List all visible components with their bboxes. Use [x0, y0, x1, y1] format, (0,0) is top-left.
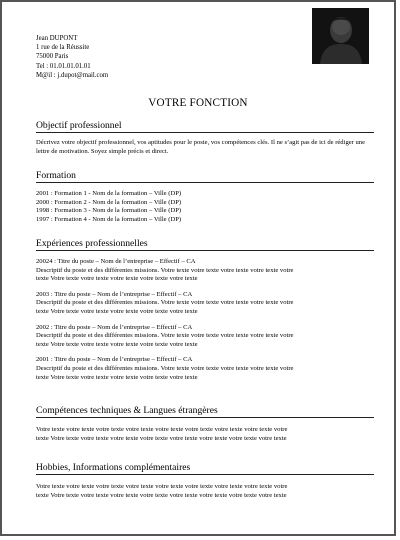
experience-description: Descriptif du poste et des différentes missions. Votre texte votre texte votre texte votre texte votre: [36, 364, 294, 372]
experience-description: texte Votre texte votre texte votre texte votre texte votre texte: [36, 340, 198, 348]
experience-description: texte Votre texte votre texte votre texte votre texte votre texte: [36, 275, 198, 283]
contact-phone: Tel : 01.01.01.01.01: [36, 62, 91, 70]
competences-heading: Compétences techniques & Langues étrangères: [36, 405, 374, 418]
contact-email: M@il : j.dupot@mail.com: [36, 71, 109, 79]
objectif-text: Décrivez votre objectif professionnel, vos aptitudes pour le poste, vos compétences clés. Il ne s’agit pas de ici de rédiger une lettre de motivation. Soyez simple précis et direct.: [36, 139, 366, 155]
experiences-heading: Expériences professionnelles: [36, 238, 374, 251]
experience-description: Descriptif du poste et des différentes missions. Votre texte votre texte votre texte votre texte votre: [36, 266, 294, 274]
section-hobbies: [36, 462, 374, 500]
profile-photo: [312, 8, 369, 64]
formation-item: 2000 : Formation 2 - Nom de la formation – Ville (DP): [36, 198, 182, 206]
experience-title: 2001 : Titre du poste – Nom de l’entreprise – Effectif – CA: [36, 356, 193, 364]
experience-description: Descriptif du poste et des différentes missions. Votre texte votre texte votre texte votre texte votre: [36, 299, 294, 307]
formation-item: 2001 : Formation 1 - Nom de la formation – Ville (DP): [36, 190, 182, 197]
formation-item: 1997 : Formation 4 - Nom de la formation – Ville (DP): [36, 215, 182, 223]
experience-title: 20024 : Titre du poste – Nom de l’entreprise – Effectif – CA: [36, 258, 196, 265]
competences-text: texte Votre texte votre texte votre texte votre texte votre texte votre texte votre texte votre texte: [36, 434, 287, 442]
experience-item: [36, 324, 374, 350]
experience-description: Descriptif du poste et des différentes missions. Votre texte votre texte votre texte votre texte votre: [36, 332, 294, 340]
person-silhouette-icon: [312, 8, 369, 64]
section-competences: [36, 405, 374, 443]
experience-title: 2003 : Titre du poste – Nom de l’entreprise – Effectif – CA: [36, 290, 193, 298]
formation-item: 1998 : Formation 3 - Nom de la formation – Ville (DP): [36, 207, 182, 215]
experience-title: 2002 : Titre du poste – Nom de l’entreprise – Effectif – CA: [36, 323, 193, 331]
contact-block: [36, 34, 108, 80]
job-title: VOTRE FONCTION: [148, 97, 248, 109]
section-objectif: [36, 120, 374, 156]
contact-address-line1: 1 rue de la Réussite: [36, 44, 90, 52]
hobbies-text: texte Votre texte votre texte votre texte votre texte votre texte votre texte votre texte votre texte: [36, 491, 287, 499]
experience-item: [36, 258, 374, 284]
competences-text: Votre texte votre texte votre texte votre texte votre texte votre texte votre texte votre texte votre: [36, 426, 288, 433]
experience-description: texte Votre texte votre texte votre texte votre texte votre texte: [36, 307, 198, 315]
contact-address-line2: 75000 Paris: [36, 53, 69, 61]
experience-item: [36, 356, 374, 382]
hobbies-text: Votre texte votre texte votre texte votre texte votre texte votre texte votre texte votre texte votre: [36, 483, 288, 490]
section-formation: [36, 170, 374, 224]
experience-description: texte Votre texte votre texte votre texte votre texte votre texte: [36, 373, 198, 381]
objectif-heading: Objectif professionnel: [36, 120, 374, 133]
contact-name: Jean DUPONT: [36, 35, 78, 42]
section-experiences: [36, 238, 374, 389]
experience-item: [36, 291, 374, 317]
formation-heading: Formation: [36, 170, 374, 183]
hobbies-heading: Hobbies, Informations complémentaires: [36, 462, 374, 475]
